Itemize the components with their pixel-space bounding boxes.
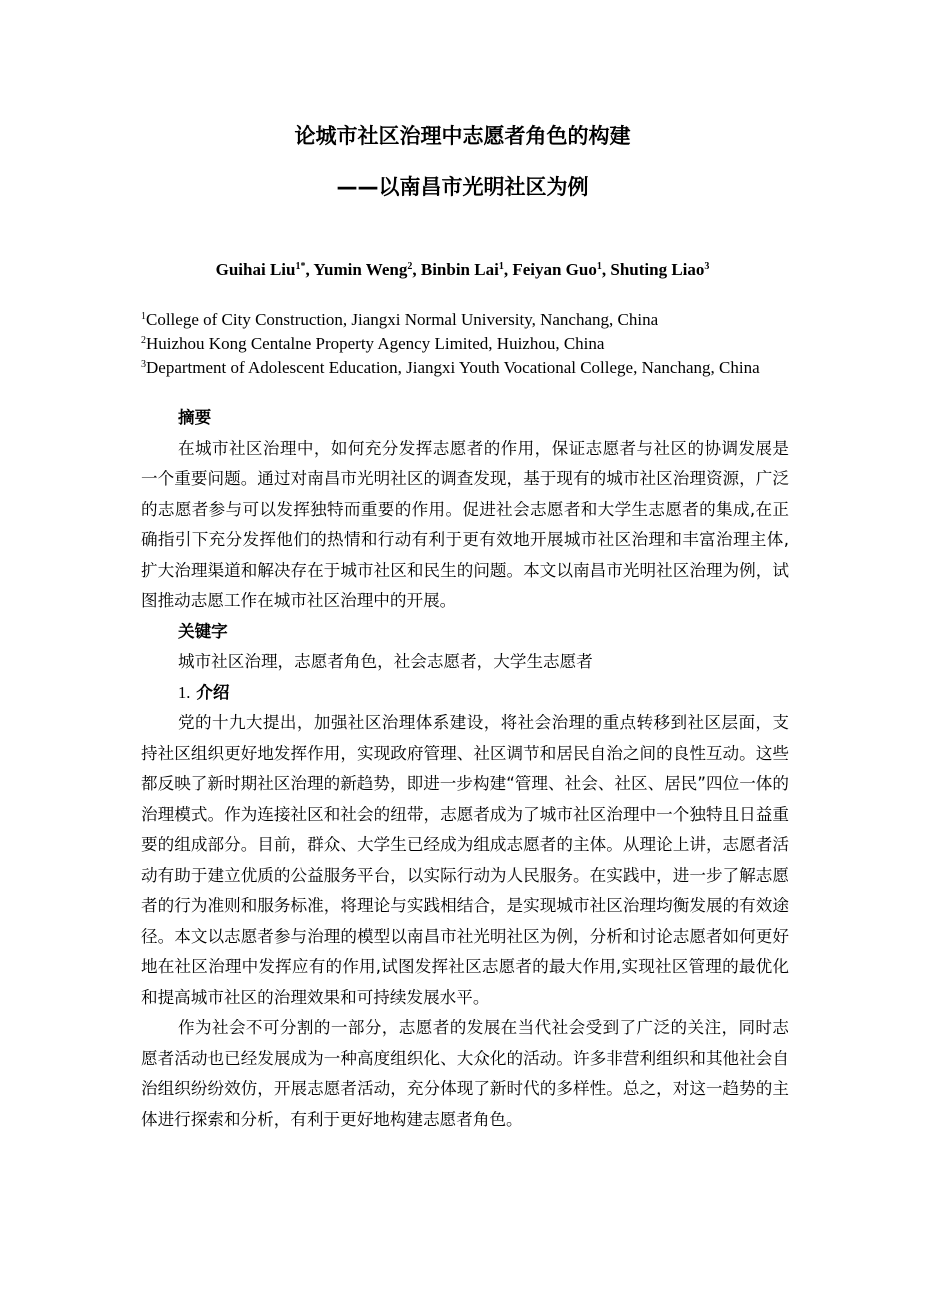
affiliation-text: Department of Adolescent Education, Jiangxi Youth Vocational College, Nanchang, China: [146, 358, 760, 377]
author-affil-mark: 1: [596, 261, 602, 272]
author-name: Guihai Liu: [215, 260, 296, 279]
keywords-heading: 关键字: [178, 621, 228, 641]
keywords-text: 城市社区治理，志愿者角色，社会志愿者，大学生志愿者: [178, 652, 593, 671]
author-affil-mark: 1: [498, 261, 504, 272]
affiliation-list: [141, 308, 789, 380]
affiliation-mark: 1: [141, 311, 146, 322]
author-affil-mark: 3: [704, 261, 710, 272]
section-title: 介绍: [196, 682, 230, 702]
abstract-text: 在城市社区治理中，如何充分发挥志愿者的作用，保证志愿者与社区的协调发展是一个重要问题。通过对南昌市光明社区的调查发现，基于现有的城市社区治理资源，广泛的志愿者参与可以发挥独特而重要的作用。促进社会志愿者和大学生志愿者的集成,在正确指引下充分发挥他们的热情和行动有利于更有效地开展城市社区治理和丰富治理主体,扩大治理渠道和解决存在于城市社区和民生的问题。本文以南昌市光明社区治理为例，试图推动志愿工作在城市社区治理中的开展。: [141, 438, 789, 610]
paper-body: [141, 403, 789, 1135]
affiliation-text: Huizhou Kong Centalne Property Agency Limited, Huizhou, China: [146, 334, 605, 353]
author-name: Yumin Weng: [313, 260, 408, 279]
author-affil-mark: 1*: [295, 261, 306, 272]
affiliation: [141, 332, 789, 356]
section-paragraph: 党的十九大提出，加强社区治理体系建设，将社会治理的重点转移到社区层面，支持社区组织更好地发挥作用，实现政府管理、社区调节和居民自治之间的良性互动。这些都反映了新时期社区治理的新趋势，即进一步构建“管理、社会、社区、居民”四位一体的治理模式。作为连接社区和社会的纽带，志愿者成为了城市社区治理中一个独特且日益重要的组成部分。目前，群众、大学生已经成为组成志愿者的主体。从理论上讲，志愿者活动有助于建立优质的公益服务平台，以实际行动为人民服务。在实践中，进一步了解志愿者的行为准则和服务标准，将理论与实践相结合，是实现城市社区治理均衡发展的有效途径。本文以志愿者参与治理的模型以南昌市社光明社区为例，分析和讨论志愿者如何更好地在社区治理中发挥应有的作用,试图发挥社区志愿者的最大作用,实现社区管理的最优化和提高城市社区的治理效果和可持续发展水平。: [141, 713, 789, 1007]
affiliation-text: College of City Construction, Jiangxi Normal University, Nanchang, China: [146, 310, 659, 329]
author-name: Binbin Lai: [420, 260, 499, 279]
author-list: Guihai Liu$^{1*}$, Yumin Weng$^2$, Binbin Lai$^1$, Feiyan Guo$^1$, Shuting Liao$^3$: [215, 260, 710, 279]
affiliation-mark: 2: [141, 335, 146, 346]
author-name: Shuting Liao: [610, 260, 705, 279]
paper-subtitle: ——以南昌市光明社区为例: [336, 175, 589, 199]
section-paragraph: 作为社会不可分割的一部分，志愿者的发展在当代社会受到了广泛的关注，同时志愿者活动也已经发展成为一种高度组织化、大众化的活动。许多非营利组织和其他社会自治组织纷纷效仿，开展志愿者活动，充分体现了新时代的多样性。总之，对这一趋势的主体进行探索和分析，有利于更好地构建志愿者角色。: [141, 1018, 789, 1129]
author-name: Feiyan Guo: [512, 260, 597, 279]
section-number: 1.: [178, 682, 191, 702]
section-heading: [141, 678, 789, 709]
affiliation: [141, 308, 789, 332]
paper-title: 论城市社区治理中志愿者角色的构建: [294, 124, 631, 148]
affiliation-mark: 3: [141, 359, 146, 370]
affiliation: [141, 356, 789, 380]
abstract-heading: 摘要: [178, 408, 212, 427]
author-affil-mark: 2: [407, 261, 413, 272]
